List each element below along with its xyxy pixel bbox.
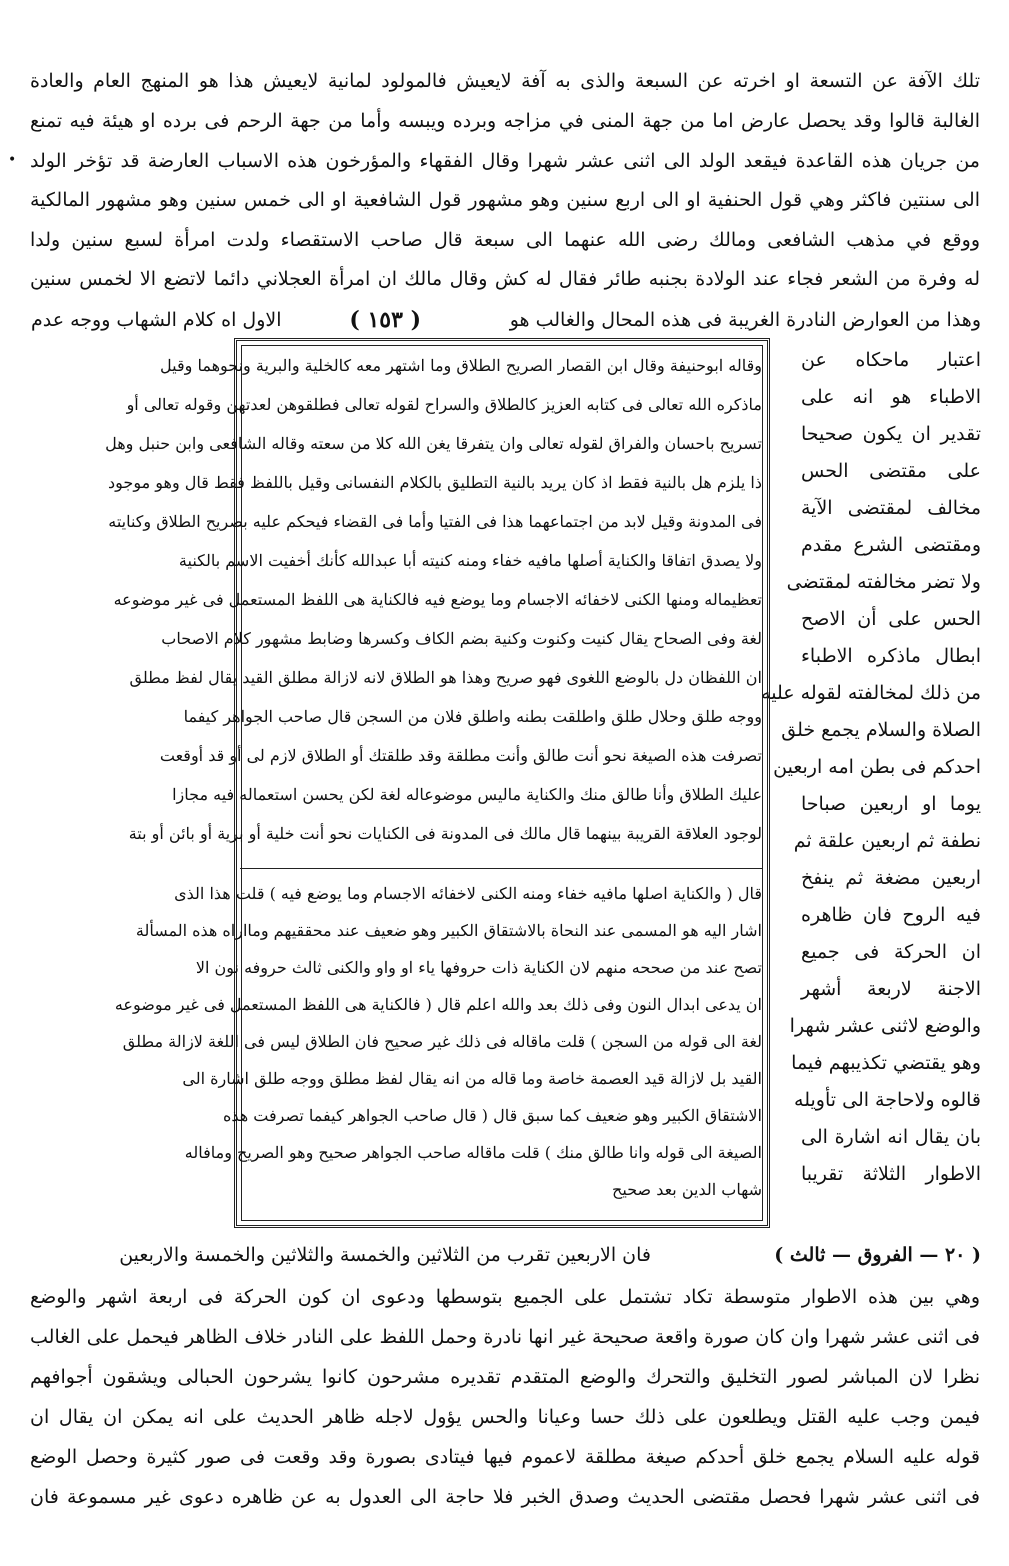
box-line: عليك الطلاق وأنا طالق منك والكناية ماليس موضوعاله لغة لكن يحسن استعماله فيه مجازا bbox=[172, 785, 762, 804]
box-line: ماذكره الله تعالى فى كتابه العزيز كالطلاق والسراح لقوله تعالى فطلقوهن لعدتهن وقوله تعالى أو bbox=[126, 395, 762, 414]
page-header-row bbox=[31, 303, 981, 337]
side-line: ان الحركة فى جميع bbox=[801, 941, 981, 963]
side-line: نطفة ثم اربعين علقة ثم bbox=[793, 830, 981, 852]
side-line: الاجنة لاربعة أشهر bbox=[801, 978, 981, 1000]
side-line: ولا تضر مخالفته لمقتضى bbox=[786, 571, 981, 593]
box-divider bbox=[240, 868, 762, 869]
header-left-text: الاول اه كلام الشهاب ووجه عدم bbox=[31, 309, 282, 331]
box-line: الاشتقاق الكبير وهو ضعيف كما سبق قال ( قال صاحب الجواهر كيفما تصرفت هذه bbox=[222, 1106, 762, 1125]
top-text-line: ووقع في مذهب الشافعى ومالك رضى الله عنهما الى سبعة قال صاحب الاستقصاء ولدت امرأة لسبع سنين ولدا bbox=[30, 229, 980, 251]
side-line: الصلاة والسلام يجمع خلق bbox=[781, 719, 981, 741]
page-number: ( ١٥٣ ) bbox=[349, 307, 421, 333]
side-line: على مقتضى الحس bbox=[801, 460, 981, 482]
side-line: بان يقال انه اشارة الى bbox=[801, 1126, 981, 1148]
side-line: ابطال ماذكره الاطباء bbox=[801, 645, 981, 667]
bottom-text-line: فيمن وجب عليه القتل ويطلعون على ذلك حسا وعيانا والحس يؤول لاجله ظاهر الحديث على انه يمكن ان يقال ان bbox=[30, 1406, 980, 1428]
volume-label: ( ٢٠ — الفروق — ثالث ) bbox=[774, 1244, 981, 1266]
header-right-text: وهذا من العوارض النادرة الغريبة فى هذه المحال والغالب هو bbox=[509, 309, 981, 331]
box-line: شهاب الدين بعد صحيح bbox=[612, 1180, 762, 1199]
box-line: تصرفت هذه الصيغة نحو أنت طالق وأنت مطلقة وقد طلقتك أو الطلاق لازم لى أو قد أوقعت bbox=[159, 746, 762, 765]
top-text-line: الغالبة قالوا وقد يحصل عارض اما من جهة المنى في مزاجه وبرده ويبسه وأما من جهة الرحم فى برده او هيئة فيه تمنع bbox=[30, 110, 980, 132]
page-footer-row bbox=[31, 1238, 981, 1272]
margin-marker: • bbox=[8, 152, 17, 168]
bottom-text-line: فى اثنى عشر شهرا وان كان صورة واقعة صحيحة غير انها نادرة وحمل اللفظ على النادر خلاف الظاهر فيحمل على الغالب bbox=[30, 1326, 980, 1348]
box-line: ان اللفظان دل بالوضع اللغوى فهو صريح وهذا هو الطلاق لانه لازالة مطلق القيد يقال لفظ مطلق bbox=[129, 668, 762, 687]
side-line: فيه الروح فان ظاهره bbox=[801, 904, 981, 926]
side-line: من ذلك لمخالفته لقوله عليه bbox=[761, 682, 981, 704]
side-line: الاطوار الثلاثة تقريبا bbox=[801, 1163, 981, 1185]
box-line: تعظيماله ومنها الكنى لاخفائه الاجسام وما يوضع فيه فالكناية هى اللفظ المستعمل فى غير موضوعه bbox=[113, 590, 762, 609]
box-line: لغة الى قوله من السجن ) قلت ماقاله فى ذلك غير صحيح فان الطلاق ليس فى اللغة لازالة مطلق bbox=[122, 1032, 762, 1051]
side-line: وهو يقتضي تكذيبهم فيما bbox=[791, 1052, 981, 1074]
box-line: لوجود العلاقة القريبة بينهما قال مالك فى المدونة فى الكنايات نحو أنت خلية أو برية أو بائن أو بتة bbox=[128, 824, 762, 843]
top-text-line: الى سنتين فاكثر وهي قول الحنفية او الى اربع سنين وهو مشهور قول الشافعية او الى خمس سنين وهو مشهور المالكية bbox=[30, 189, 980, 211]
side-line: مخالف لمقتضى الآية bbox=[801, 497, 981, 519]
top-text-line: من جريان هذه القاعدة فيقعد الولد الى اثنى عشر شهرا وقال الفقهاء والمؤرخون هذه الاسباب العارضة قد تؤخر الولد bbox=[30, 150, 980, 172]
box-line: ذا يلزم هل بالنية فقط اذ كان يريد بالنية التطليق بالكلام النفسانى وقيل باللفظ فقط قال وهو موجود bbox=[108, 473, 762, 492]
box-line: الصيغة الى قوله وانا طالق منك ) قلت ماقاله صاحب الجواهر صحيح وهو الصريح ومافاله bbox=[184, 1143, 762, 1162]
side-line: اربعين مضغة ثم ينفخ bbox=[801, 867, 981, 889]
side-line: الاطباء هو انه على bbox=[801, 386, 981, 408]
bottom-text-line: قوله عليه السلام يجمع خلق أحدكم صيغة مطلقة لاعموم فيها فيتادى بصورة وقد وقعت فى صور كثيرة وحصل الوضع bbox=[30, 1446, 980, 1468]
side-line: اعتبار ماحكاه عن bbox=[801, 349, 981, 371]
box-line: ان يدعى ابدال النون وفى ذلك بعد والله اعلم قال ( فالكناية هى اللفظ المستعمل فى غير موضوعه bbox=[114, 995, 762, 1014]
box-line: ووجه طلق وحلال طلق واطلقت بطنه واطلق فلان من السجن قال صاحب الجواهر كيفما bbox=[183, 707, 762, 726]
box-line: ولا يصدق اتفاقا والكناية أصلها مافيه خفاء ومنه كنيته أبا عبدالله كأنك أخفيت الاسم بالكنية bbox=[178, 551, 762, 570]
bottom-text-line: وهي بين هذه الاطوار متوسطة تكاد تشتمل على الجميع بتوسطها ودعوى ان كون الحركة فى اربعة اشهر والوضع bbox=[30, 1286, 980, 1308]
side-line: والوضع لاثنى عشر شهرا bbox=[789, 1015, 981, 1037]
footer-continuation-text: فان الاربعين تقرب من الثلاثين والخمسة والثلاثين والخمسة والاربعين bbox=[119, 1244, 651, 1266]
box-line: لغة وفى الصحاح يقال كنيت وكنوت وكنية بضم الكاف وكسرها وضابط مشهور كلام الاصحاب bbox=[161, 629, 762, 648]
box-line: وقاله ابوحنيفة وقال ابن القصار الصريح الطلاق وما اشتهر معه كالخلية والبرية ونحوهما وقيل bbox=[160, 356, 762, 375]
box-line: تسريح باحسان والفراق لقوله تعالى وان يتفرقا يغن الله كلا من سعته وقاله الشافعى وابن حنبل وهل bbox=[105, 434, 762, 453]
side-line: احدكم فى بطن امه اربعين bbox=[773, 756, 981, 778]
box-line: تصح عند من صححه منهم لان الكناية ذات حروفها ياء او واو والكنى ثالث حروفه نون الا bbox=[195, 958, 762, 977]
side-line: ومقتضى الشرع مقدم bbox=[801, 534, 981, 556]
box-line: القيد بل لازالة قيد العصمة خاصة وما قاله من انه يقال لفظ مطلق ووجه طلق اشارة الى bbox=[182, 1069, 762, 1088]
side-line: يوما او اربعين صباحا bbox=[801, 793, 981, 815]
box-line: اشار اليه هو المسمى عند النحاة بالاشتقاق الكبير وهو ضعيف عند محققيهم ومااراه هذه المسألة bbox=[135, 921, 762, 940]
top-text-line: له وفرة من الشعر فجاء عند الولادة بجنبه طائر فقال له كش وقال مالك ان امرأة العجلاني دائما لاتضع الا لخمس سنين bbox=[30, 268, 980, 290]
box-line: فى المدونة وقيل لابد من اجتماعهما هذا فى الفتيا وأما فى القضاء فيحكم عليه بصريح الطلاق وكنايته bbox=[108, 512, 762, 531]
bottom-text-line: نظرا لان المباشر لصور التخليق والتحرك والوضع المتقدم تقديره مشرحون كانوا يشرحون الحبالى ويشقون أجوافهم bbox=[30, 1366, 980, 1388]
top-text-line: تلك الآفة عن التسعة او اخرته عن السبعة والذى به آفة لايعيش فالمولود لمانية لايعيش هذا هو المنهج العام والعادة bbox=[30, 70, 980, 92]
bottom-text-line: فى اثنى عشر شهرا فحصل مقتضى الحديث وصدق الخبر فلا حاجة الى العدول به عن ظاهره دعوى غير مسموعة فان bbox=[30, 1486, 980, 1508]
side-line: تقدير ان يكون صحيحا bbox=[801, 423, 981, 445]
box-line: قال ( والكناية اصلها مافيه خفاء ومنه الكنى لاخفائه الاجسام وما يوضع فيه ) قلت هذا الذى bbox=[174, 884, 762, 903]
side-line: قالوه ولاحاجة الى تأويله bbox=[794, 1089, 981, 1111]
side-line: الحس على أن الاصح bbox=[801, 608, 981, 630]
